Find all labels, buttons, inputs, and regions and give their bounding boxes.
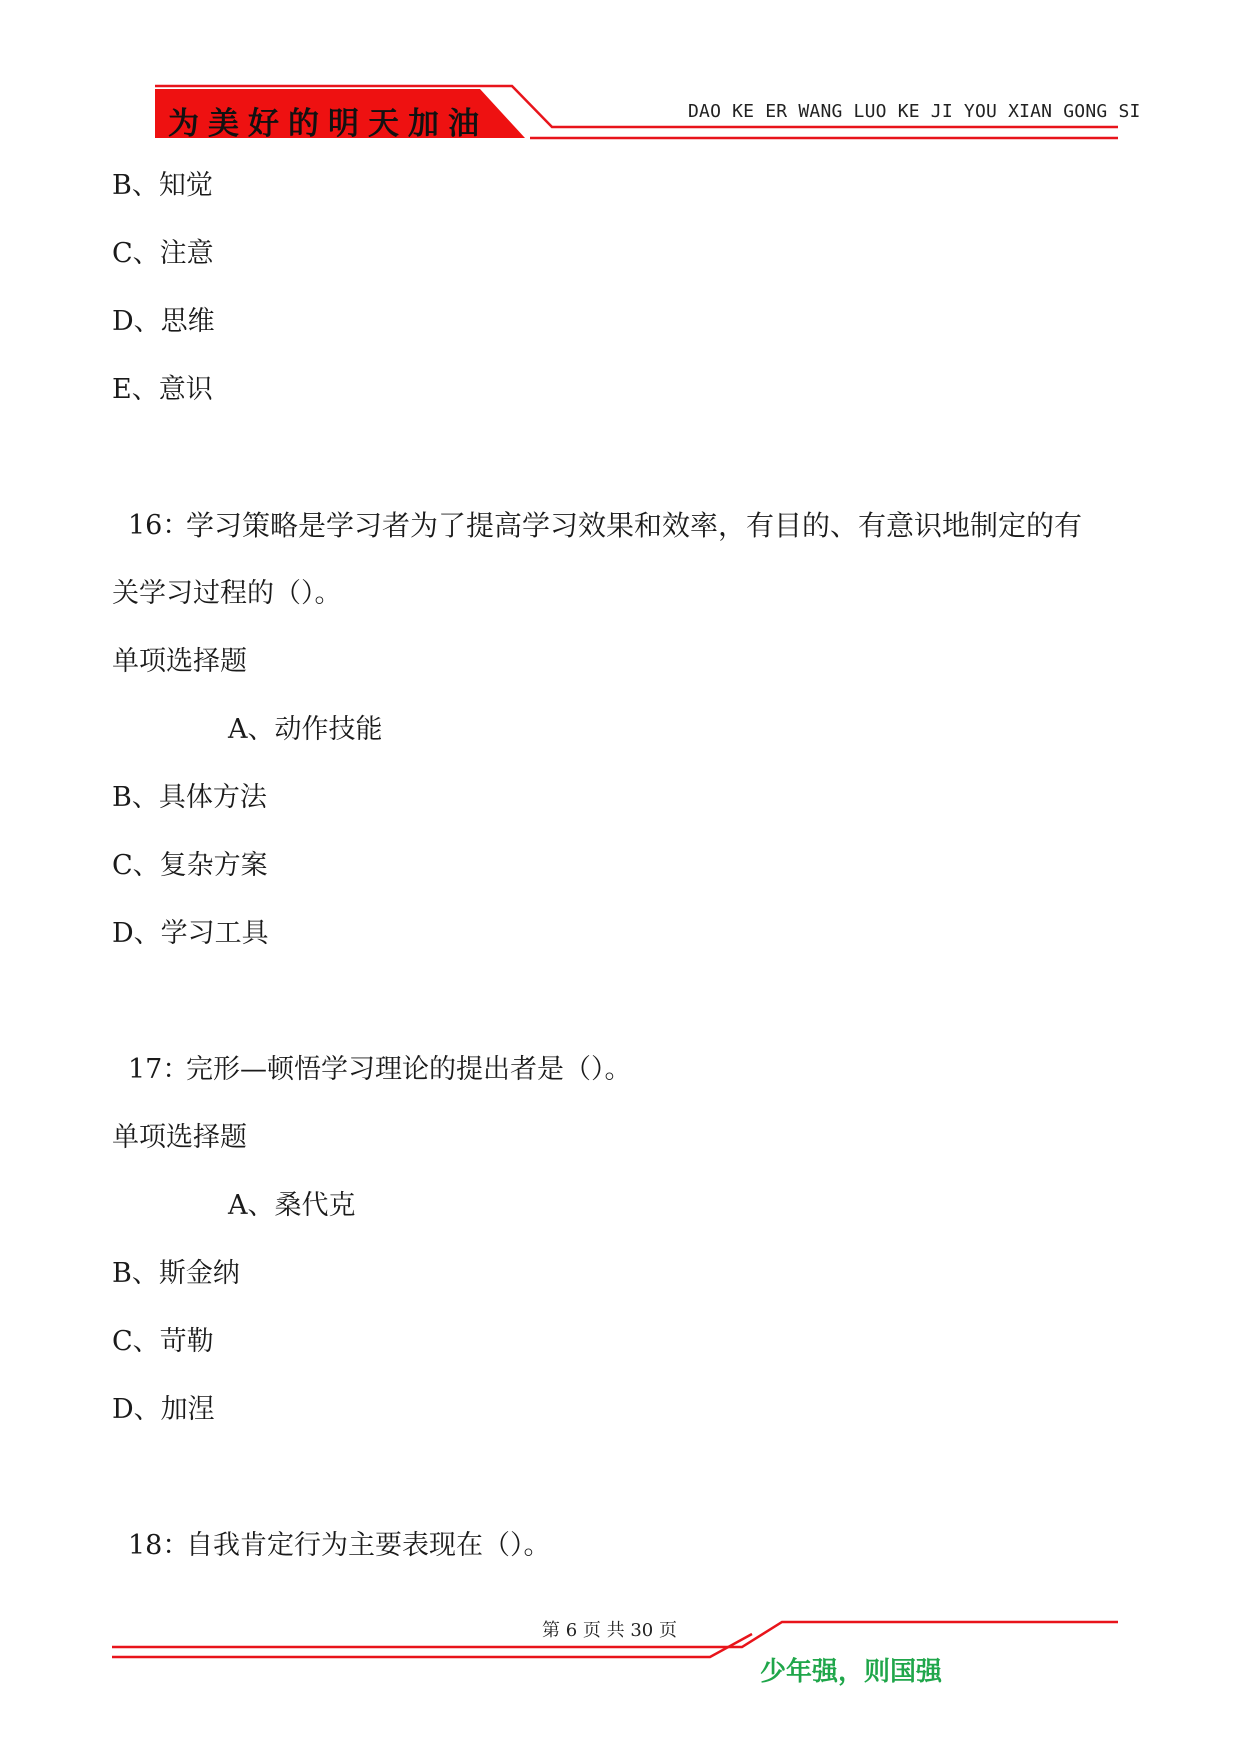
company-name: DAO KE ER WANG LUO KE JI YOU XIAN GONG SI (688, 101, 1141, 122)
option-b: B、知觉 (112, 170, 213, 201)
option-d: D、思维 (112, 306, 215, 337)
question-17-type: 单项选择题 (112, 1122, 247, 1153)
question-17-text: 完形—顿悟学习理论的提出者是（）。 (186, 1054, 632, 1085)
question-18-text: 自我肯定行为主要表现在（）。 (186, 1530, 551, 1561)
question-16-option-c: C、复杂方案 (112, 850, 268, 881)
question-16-type: 单项选择题 (112, 646, 247, 677)
header-banner-text: 为美好的明天加油 (168, 106, 488, 142)
question-16-text-cont: 关学习过程的（）。 (112, 578, 342, 609)
question-16-option-a: A、动作技能 (228, 714, 383, 745)
footer-lines-graphic (0, 1620, 1235, 1680)
question-17-option-d: D、加涅 (112, 1394, 215, 1425)
page-number: 第 6 页 共 30 页 (542, 1620, 677, 1641)
option-c: C、注意 (112, 238, 214, 269)
option-e: E、意识 (112, 374, 213, 405)
question-16-option-b: B、具体方法 (112, 782, 267, 813)
question-17-option-b: B、斯金纳 (112, 1258, 240, 1289)
question-16-text: 学习策略是学习者为了提高学习效果和效率，有目的、有意识地制定的有 (186, 509, 1083, 542)
question-17-option-a: A、桑代克 (228, 1190, 356, 1221)
question-17-option-c: C、苛勒 (112, 1326, 214, 1357)
question-18-number: 18： (128, 1530, 190, 1561)
footer-slogan: 少年强，则国强 (760, 1657, 943, 1687)
question-16-option-d: D、学习工具 (112, 918, 269, 949)
question-16-number: 16： (128, 510, 190, 541)
question-17-number: 17： (128, 1054, 190, 1085)
